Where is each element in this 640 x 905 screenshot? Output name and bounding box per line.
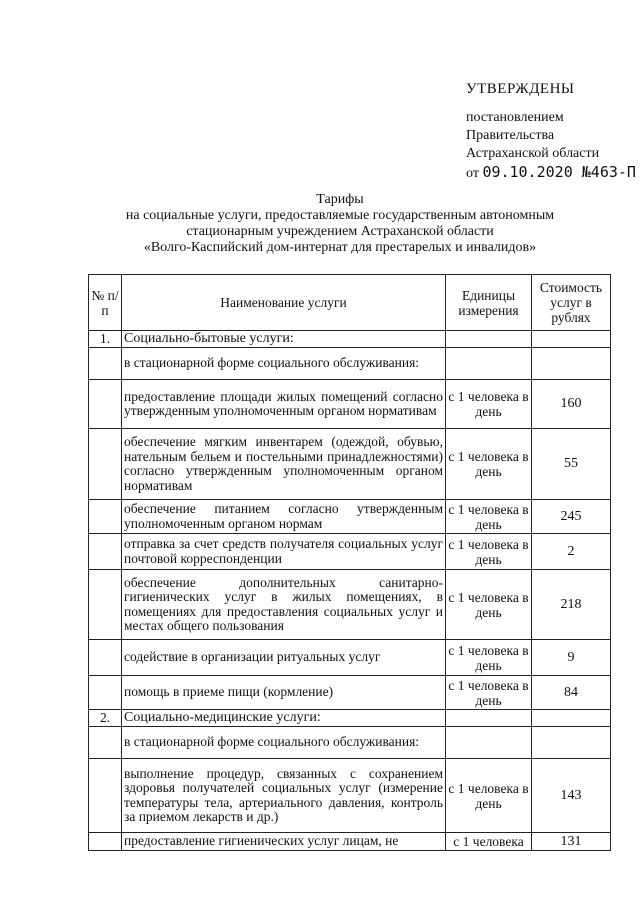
row-unit [446, 331, 532, 348]
row-price: 160 [532, 380, 611, 429]
table-row [89, 727, 611, 759]
row-unit: с 1 человека в день [446, 534, 532, 570]
row-name: отправка за счет средств получателя социальных услуг почтовой корреспонденции [122, 534, 446, 570]
row-name: в стационарной форме социального обслуживания: [122, 727, 446, 759]
row-price [532, 710, 611, 727]
row-price [532, 348, 611, 380]
header-num: № п/п [89, 275, 122, 331]
table-row [89, 833, 611, 851]
row-name: Социально-медицинские услуги: [122, 710, 446, 727]
row-num [89, 833, 122, 851]
approval-line-1: постановлением [466, 110, 564, 125]
row-num [89, 640, 122, 676]
row-price: 143 [532, 759, 611, 833]
table-row [89, 570, 611, 640]
row-name: обеспечение питанием согласно утвержденным уполномоченным органом нормам [122, 500, 446, 534]
row-unit: с 1 человека в день [446, 380, 532, 429]
header-price: Стоимость услуг в рублях [532, 275, 611, 331]
row-num [89, 570, 122, 640]
approval-date-line [466, 163, 636, 183]
table-row [89, 348, 611, 380]
row-name: Социально-бытовые услуги: [122, 331, 446, 348]
row-num [89, 534, 122, 570]
row-name: предоставление гигиенических услуг лицам, не [122, 833, 446, 851]
row-num [89, 500, 122, 534]
row-num: 1. [89, 331, 122, 348]
row-num: 2. [89, 710, 122, 727]
header-unit: Единицы измерения [446, 275, 532, 331]
row-price: 84 [532, 676, 611, 710]
row-price: 245 [532, 500, 611, 534]
row-name: обеспечение дополнительных санитарно-гигиенических услуг в жилых помещениях, в помещениях для предоставления социальных услуг и местах общего пользования [122, 570, 446, 640]
row-unit: с 1 человека [446, 833, 532, 851]
row-price: 131 [532, 833, 611, 851]
tariffs-table [88, 274, 611, 851]
table-row [89, 380, 611, 429]
approval-heading: УТВЕРЖДЕНЫ [466, 81, 575, 97]
title-line-1: Тарифы [316, 192, 364, 207]
row-unit: с 1 человека в день [446, 570, 532, 640]
title-line-3: стационарным учреждением Астраханской области [186, 224, 494, 239]
approval-date-handwritten: 09.10.2020 №463-П [482, 163, 636, 181]
row-name: предоставление площади жилых помещений согласно утвержденным уполномоченным органом нормативам [122, 380, 446, 429]
row-num [89, 348, 122, 380]
row-unit: с 1 человека в день [446, 429, 532, 500]
approval-date-prefix: от [466, 166, 479, 181]
row-name: обеспечение мягким инвентарем (одеждой, обувью, нательным бельем и постельными принадлежностями) согласно утвержденным уполномоченным органом нормативам [122, 429, 446, 500]
table-row [89, 534, 611, 570]
table-header-row [89, 275, 611, 331]
row-name: в стационарной форме социального обслуживания: [122, 348, 446, 380]
table-row [89, 500, 611, 534]
table-row [89, 759, 611, 833]
row-unit [446, 727, 532, 759]
approval-block [466, 80, 636, 183]
row-unit: с 1 человека в день [446, 640, 532, 676]
table-row [89, 429, 611, 500]
row-name: выполнение процедур, связанных с сохранением здоровья получателей социальных услуг (измерение температуры тела, артериального давления, контроль за приемом лекарств и др.) [122, 759, 446, 833]
row-price: 218 [532, 570, 611, 640]
row-unit: с 1 человека в день [446, 676, 532, 710]
row-num [89, 380, 122, 429]
row-unit [446, 710, 532, 727]
title-line-4: «Волго-Каспийский дом-интернат для престарелых и инвалидов» [143, 240, 537, 255]
row-price [532, 331, 611, 348]
row-num [89, 676, 122, 710]
table-row [89, 640, 611, 676]
row-unit: с 1 человека в день [446, 759, 532, 833]
table-row [89, 676, 611, 710]
row-num [89, 429, 122, 500]
row-name: помощь в приеме пищи (кормление) [122, 676, 446, 710]
table-row [89, 331, 611, 348]
approval-line-2: Правительства [466, 128, 555, 143]
row-unit [446, 348, 532, 380]
row-price: 2 [532, 534, 611, 570]
row-unit: с 1 человека в день [446, 500, 532, 534]
row-price: 55 [532, 429, 611, 500]
row-price [532, 727, 611, 759]
approval-line-3: Астраханской области [466, 146, 600, 161]
row-num [89, 727, 122, 759]
table-row [89, 710, 611, 727]
document-title [60, 192, 620, 256]
row-num [89, 759, 122, 833]
header-name: Наименование услуги [122, 275, 446, 331]
row-price: 9 [532, 640, 611, 676]
row-name: содействие в организации ритуальных услуг [122, 640, 446, 676]
title-line-2: на социальные услуги, предоставляемые государственным автономным [125, 208, 555, 223]
